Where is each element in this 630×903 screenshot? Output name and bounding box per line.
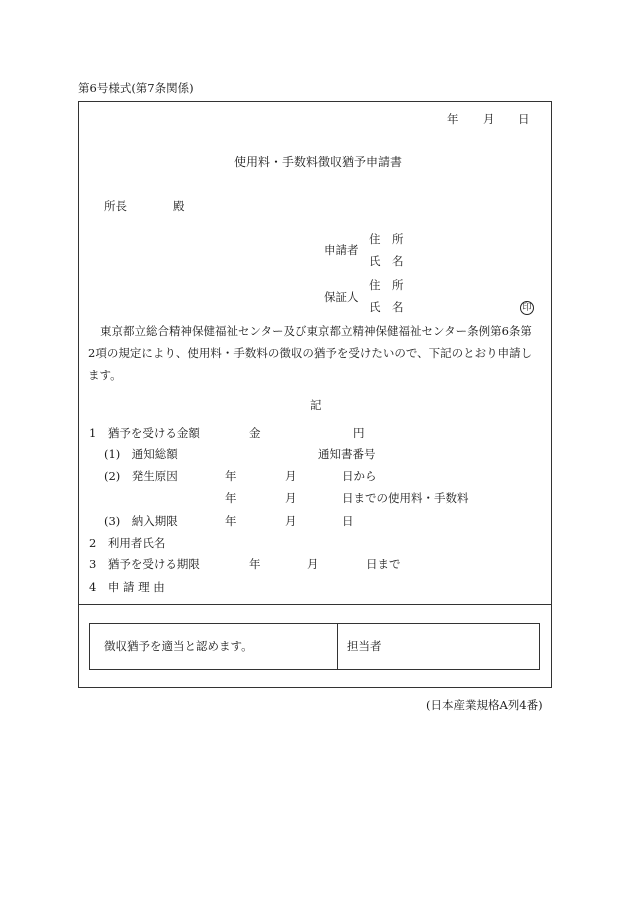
body-line-1: 東京都立総合精神保健福祉センター及び東京都立精神保健福祉センター条例第6条第 (100, 324, 532, 338)
item3-year: 年 (249, 557, 261, 571)
item2-label: 2 利用者氏名 (89, 536, 166, 550)
sub2-label: (2) 発生原因 (104, 469, 178, 483)
applicant-name-label: 氏 名 (369, 254, 404, 268)
item3-until: 日まで (366, 557, 401, 571)
form-divider (78, 604, 552, 605)
sub2-from: 日から (342, 469, 377, 483)
form-frame (78, 101, 552, 688)
item3-month: 月 (307, 557, 319, 571)
approval-text: 徴収猶予を適当と認めます。 (104, 639, 253, 653)
applicant-role: 申請者 (324, 243, 359, 257)
applicant-address-label: 住 所 (369, 232, 404, 246)
item1-en: 円 (353, 426, 365, 440)
sub2-year: 年 (225, 469, 237, 483)
guarantor-address-label: 住 所 (369, 278, 404, 292)
sub2-month-2: 月 (285, 491, 297, 505)
sub2-until: 日までの使用料・手数料 (342, 491, 469, 505)
date-month: 月 (483, 112, 495, 126)
sub3-month: 月 (285, 514, 297, 528)
guarantor-name-label: 氏 名 (369, 300, 404, 314)
item4-label: 4 申 請 理 由 (89, 580, 165, 594)
sub2-year-2: 年 (225, 491, 237, 505)
item1-kin: 金 (249, 426, 261, 440)
ki-heading: 記 (310, 398, 322, 412)
body-line-3: ます。 (88, 368, 122, 382)
date-year: 年 (447, 112, 459, 126)
item1-label: 1 猶予を受ける金額 (89, 426, 200, 440)
item3-label: 3 猶予を受ける期限 (89, 557, 200, 571)
footer-standard: (日本産業規格A列4番) (426, 698, 543, 712)
sub1-notice-number: 通知書番号 (318, 447, 376, 461)
approval-officer: 担当者 (347, 639, 382, 653)
addressee-honorific: 殿 (173, 199, 185, 213)
form-number: 第6号様式(第7条関係) (78, 81, 194, 95)
sub3-day: 日 (342, 514, 354, 528)
sub2-month: 月 (285, 469, 297, 483)
guarantor-role: 保証人 (324, 290, 359, 304)
seal-mark: 印 (520, 301, 534, 315)
addressee-label: 所長 (104, 199, 127, 213)
sub1-label: (1) 通知総額 (104, 447, 178, 461)
date-day: 日 (518, 112, 530, 126)
body-line-2: 2項の規定により、使用料・手数料の徴収の猶予を受けたいので、下記のとおり申請し (88, 346, 533, 360)
form-title: 使用料・手数料徴収猶予申請書 (234, 155, 403, 169)
approval-divider (337, 623, 338, 670)
sub3-year: 年 (225, 514, 237, 528)
sub3-label: (3) 納入期限 (104, 514, 178, 528)
